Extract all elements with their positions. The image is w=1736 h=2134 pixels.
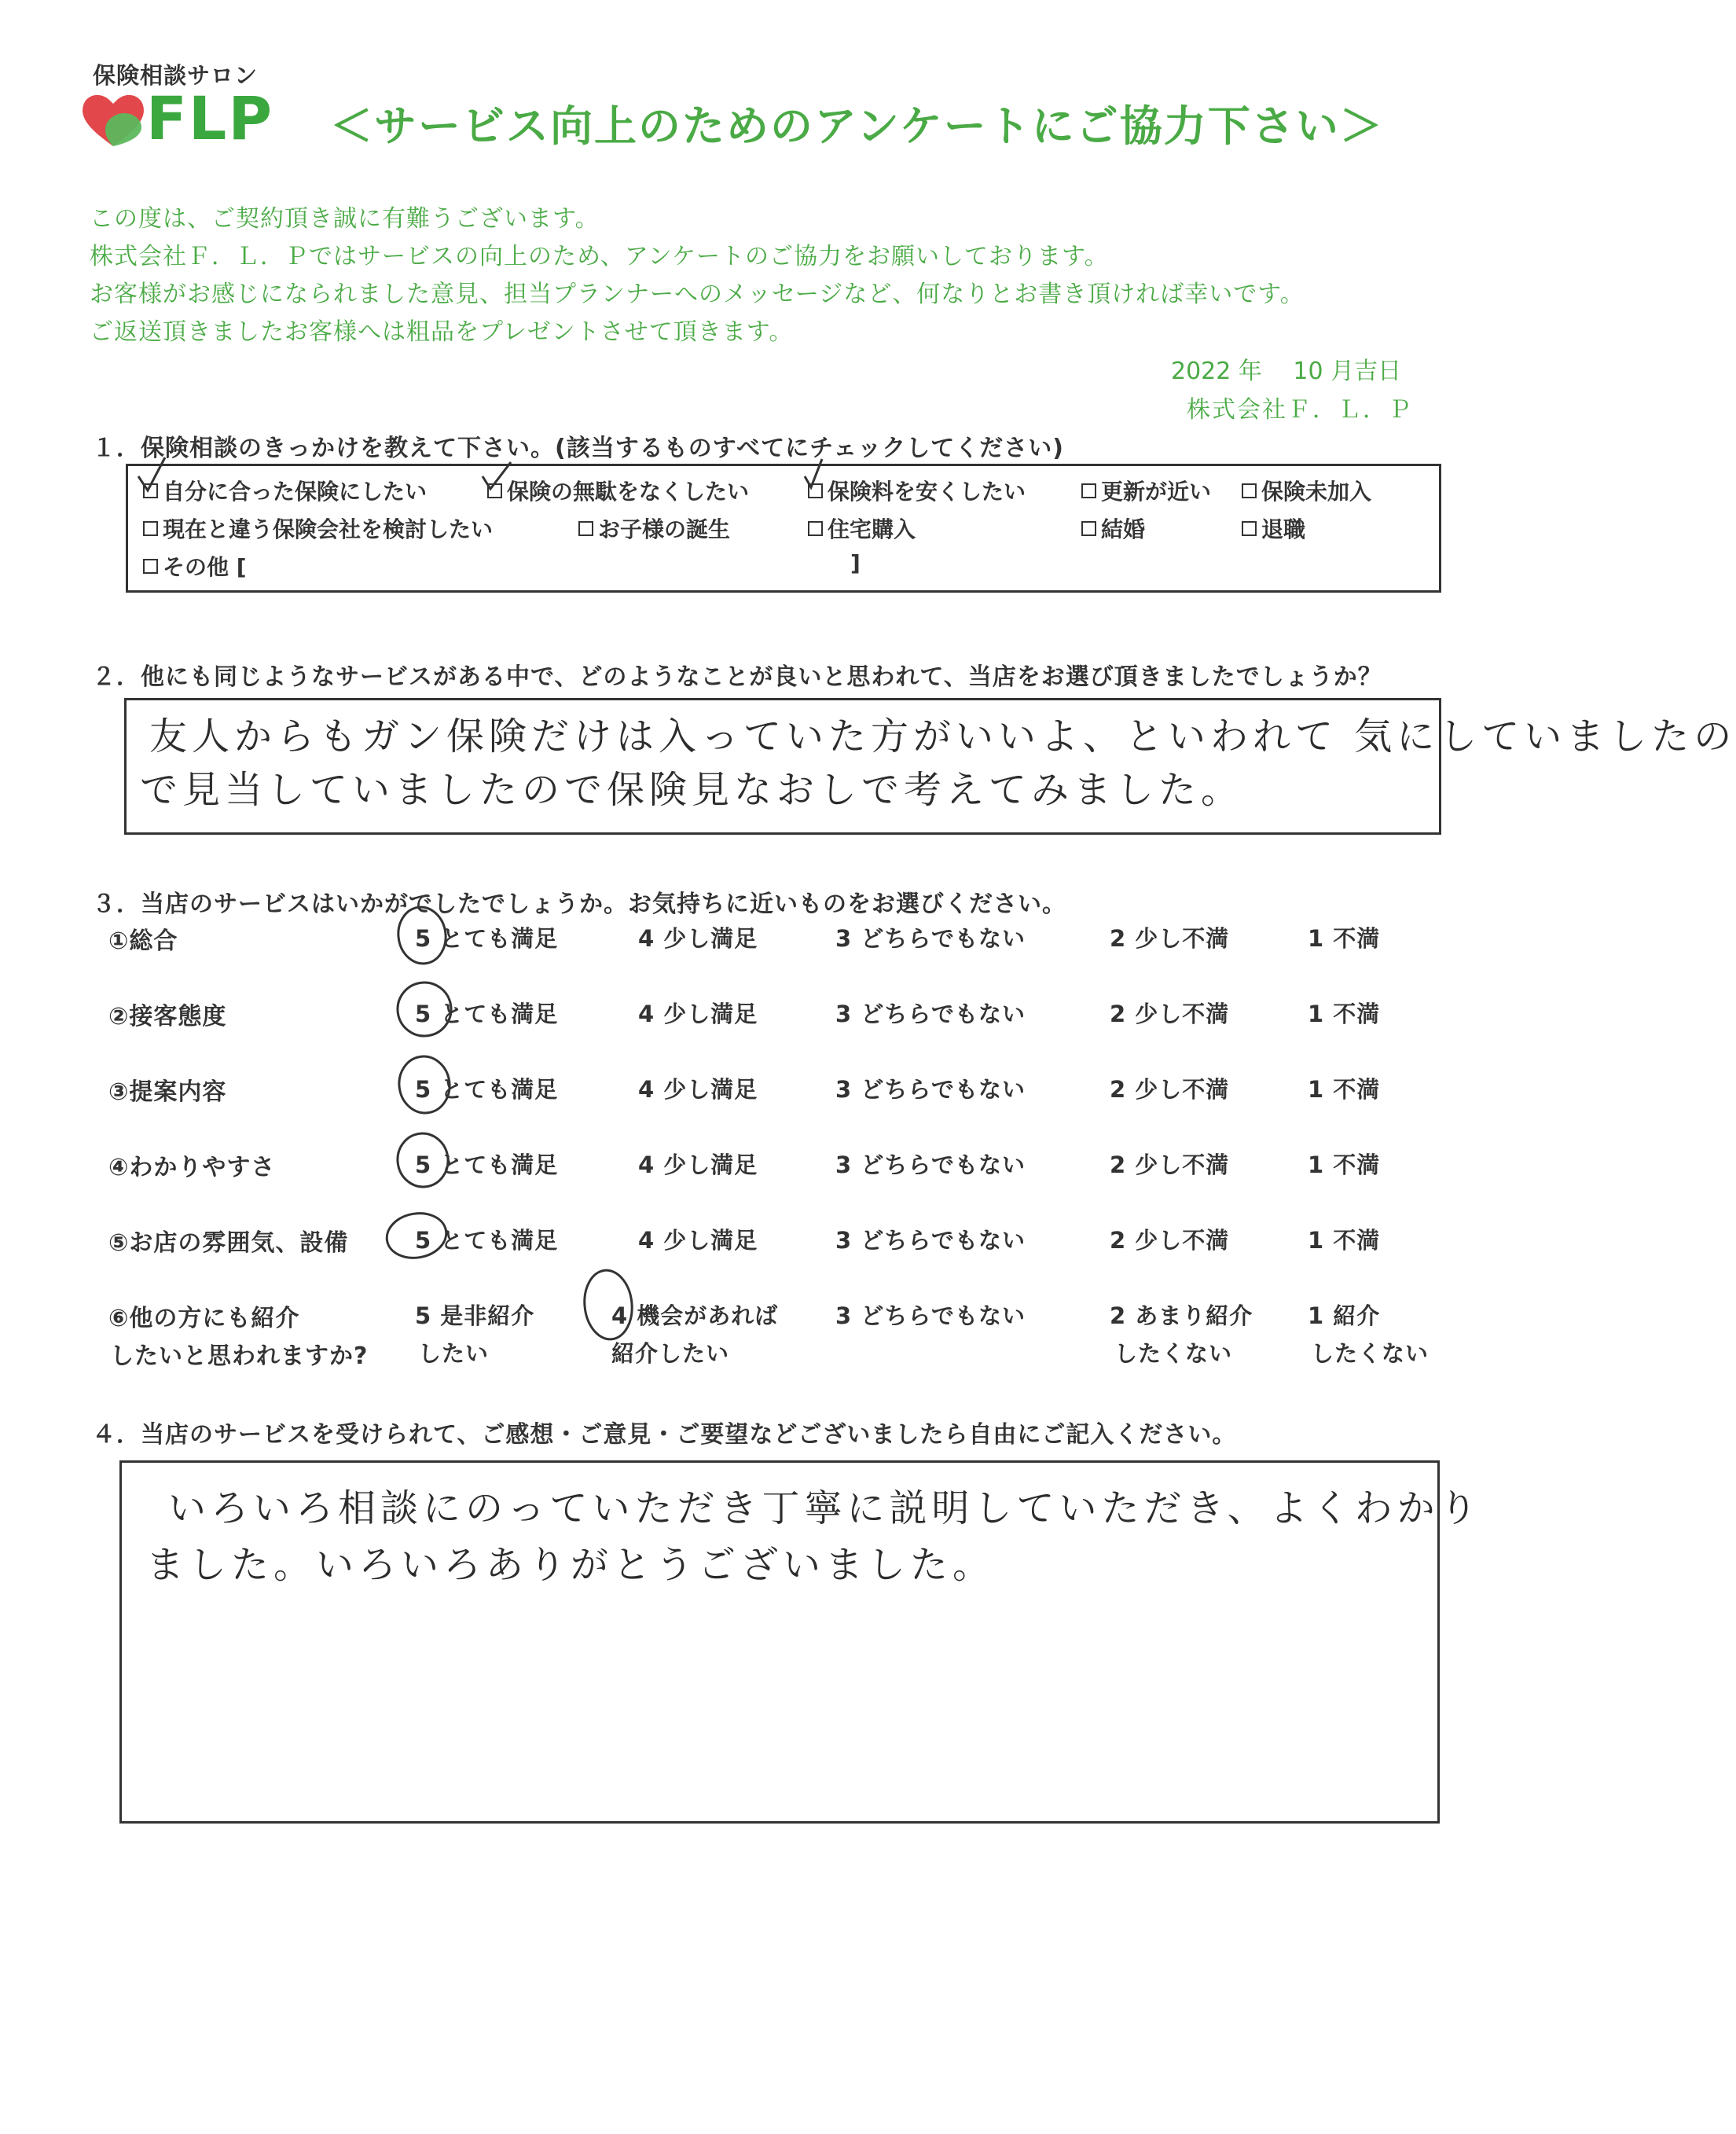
option-label: 現在と違う保険会社を検討したい	[163, 516, 494, 542]
rating-option-4[interactable]: 4 少し満足	[638, 1227, 758, 1254]
referral-option-5[interactable]: 5 是非紹介	[415, 1302, 535, 1329]
checkmark-icon	[805, 459, 822, 487]
q2-question: ２．他にも同じようなサービスがある中で、どのようなことが良いと思われて、当店をお選び頂きましたでしょうか？	[92, 663, 1382, 691]
option-label: 保険料を安くしたい	[828, 479, 1026, 505]
date: 2022 年 10 月吉日	[1171, 358, 1402, 385]
q3-question: ３．当店のサービスはいかがでしたでしょうか。お気持ちに近いものをお選びください。	[92, 891, 1066, 918]
selection-circle-icon	[395, 979, 455, 1040]
option-label: お子様の誕生	[598, 516, 731, 542]
referral-option-4[interactable]: 4 機会があれば	[611, 1302, 779, 1329]
option-label: 退職	[1261, 516, 1306, 542]
rating-label-clarity: ④わかりやすさ	[108, 1154, 276, 1181]
rating-option-5[interactable]: 5 とても満足	[415, 1001, 559, 1027]
referral-option-1-line-2: したくない	[1311, 1340, 1430, 1367]
q4-answer-line-1: いろいろ相談にのっていただき丁寧に説明していただき、よくわかり	[168, 1486, 1482, 1530]
selection-circle-icon	[384, 1209, 450, 1262]
rating-option-3[interactable]: 3 どちらでもない	[835, 1151, 1026, 1178]
rating-option-4[interactable]: 4 少し満足	[638, 1001, 758, 1027]
selection-circle-icon	[582, 1268, 636, 1342]
rating-option-1[interactable]: 1 不満	[1308, 1001, 1381, 1027]
option-label: 自分に合った保険にしたい	[163, 479, 428, 505]
rating-label-overall: ①総合	[108, 927, 178, 955]
q2-answer-line-1: 友人からもガン保険だけは入っていた方がいいよ、といわれて 気にしていましたの	[149, 714, 1736, 758]
brand-subtitle: 保険相談サロン	[93, 62, 259, 89]
referral-option-1[interactable]: 1 紹介	[1308, 1302, 1381, 1329]
rating-label-proposal: ③提案内容	[108, 1078, 227, 1106]
q4-question: ４．当店のサービスを受けられて、ご感想・ご意見・ご要望などございましたら自由にご記入ください。	[92, 1421, 1237, 1449]
q1-other-close-bracket: ]	[850, 550, 861, 576]
rating-option-4[interactable]: 4 少し満足	[638, 1151, 758, 1178]
selection-circle-icon	[395, 1053, 453, 1116]
option-label: 住宅購入	[828, 516, 916, 542]
referral-label-line-1: ⑥他の方にも紹介	[108, 1305, 300, 1332]
referral-option-2-line-2: したくない	[1114, 1340, 1233, 1367]
intro-line-2: 株式会社Ｆ．Ｌ．Ｐではサービスの向上のため、アンケートのご協力をお願いしております。	[90, 243, 1109, 270]
rating-option-2[interactable]: 2 少し不満	[1110, 1076, 1230, 1103]
rating-option-3[interactable]: 3 どちらでもない	[835, 1076, 1026, 1103]
rating-option-1[interactable]: 1 不満	[1308, 925, 1381, 952]
rating-label-atmosphere: ⑤お店の雰囲気、設備	[108, 1229, 349, 1257]
rating-option-3[interactable]: 3 どちらでもない	[835, 925, 1026, 952]
rating-option-5[interactable]: 5 とても満足	[415, 1076, 559, 1103]
rating-option-5[interactable]: 5 とても満足	[415, 925, 559, 952]
rating-option-5[interactable]: 5 とても満足	[415, 1227, 559, 1254]
intro-line-4: ご返送頂きましたお客様へは粗品をプレゼントさせて頂きます。	[90, 318, 794, 346]
selection-circle-icon	[395, 1130, 452, 1190]
option-label: 保険の無駄をなくしたい	[507, 479, 750, 505]
checkmark-icon	[138, 457, 165, 490]
logo-text: FLP	[146, 83, 274, 153]
referral-label-line-2: したいと思われますか?	[110, 1342, 369, 1370]
option-label: 結婚	[1101, 516, 1146, 542]
rating-option-1[interactable]: 1 不満	[1308, 1227, 1381, 1254]
rating-option-2[interactable]: 2 少し不満	[1110, 1227, 1230, 1254]
q1-question: １．保険相談のきっかけを教えて下さい。(該当するものすべてにチェックしてください)	[92, 435, 1064, 462]
referral-option-5-line-2: したい	[418, 1340, 490, 1367]
rating-option-4[interactable]: 4 少し満足	[638, 1076, 758, 1103]
q2-answer-line-2: で見当していましたので保険見なおしで考えてみました。	[140, 768, 1244, 812]
referral-option-2[interactable]: 2 あまり紹介	[1110, 1302, 1253, 1329]
rating-option-1[interactable]: 1 不満	[1308, 1151, 1381, 1178]
option-label: その他 [	[163, 554, 247, 580]
referral-option-3[interactable]: 3 どちらでもない	[835, 1302, 1026, 1329]
checkmark-icon	[483, 462, 511, 489]
option-label: 保険未加入	[1261, 479, 1372, 505]
rating-option-2[interactable]: 2 少し不満	[1110, 925, 1230, 952]
rating-option-2[interactable]: 2 少し不満	[1110, 1001, 1230, 1027]
rating-option-3[interactable]: 3 どちらでもない	[835, 1227, 1026, 1254]
referral-option-4-line-2: 紹介したい	[611, 1340, 730, 1367]
rating-option-1[interactable]: 1 不満	[1308, 1076, 1381, 1103]
selection-circle-icon	[395, 904, 449, 967]
rating-option-5[interactable]: 5 とても満足	[415, 1151, 559, 1178]
company-name: 株式会社Ｆ．Ｌ．Ｐ	[1187, 396, 1413, 424]
intro-line-1: この度は、ご契約頂き誠に有難うございます。	[90, 205, 600, 233]
rating-option-3[interactable]: 3 どちらでもない	[835, 1001, 1026, 1027]
q4-answer-line-2: ました。いろいろありがとうございました。	[146, 1543, 996, 1587]
page-title: ＜サービス向上のためのアンケートにご協力下さい＞	[330, 101, 1384, 151]
intro-line-3: お客様がお感じになられました意見、担当プランナーへのメッセージなど、何なりとお書き頂ければ幸いです。	[90, 281, 1305, 308]
option-label: 更新が近い	[1101, 479, 1212, 505]
rating-option-2[interactable]: 2 少し不満	[1110, 1151, 1230, 1178]
rating-label-service: ②接客態度	[108, 1003, 227, 1030]
rating-option-4[interactable]: 4 少し満足	[638, 925, 758, 952]
